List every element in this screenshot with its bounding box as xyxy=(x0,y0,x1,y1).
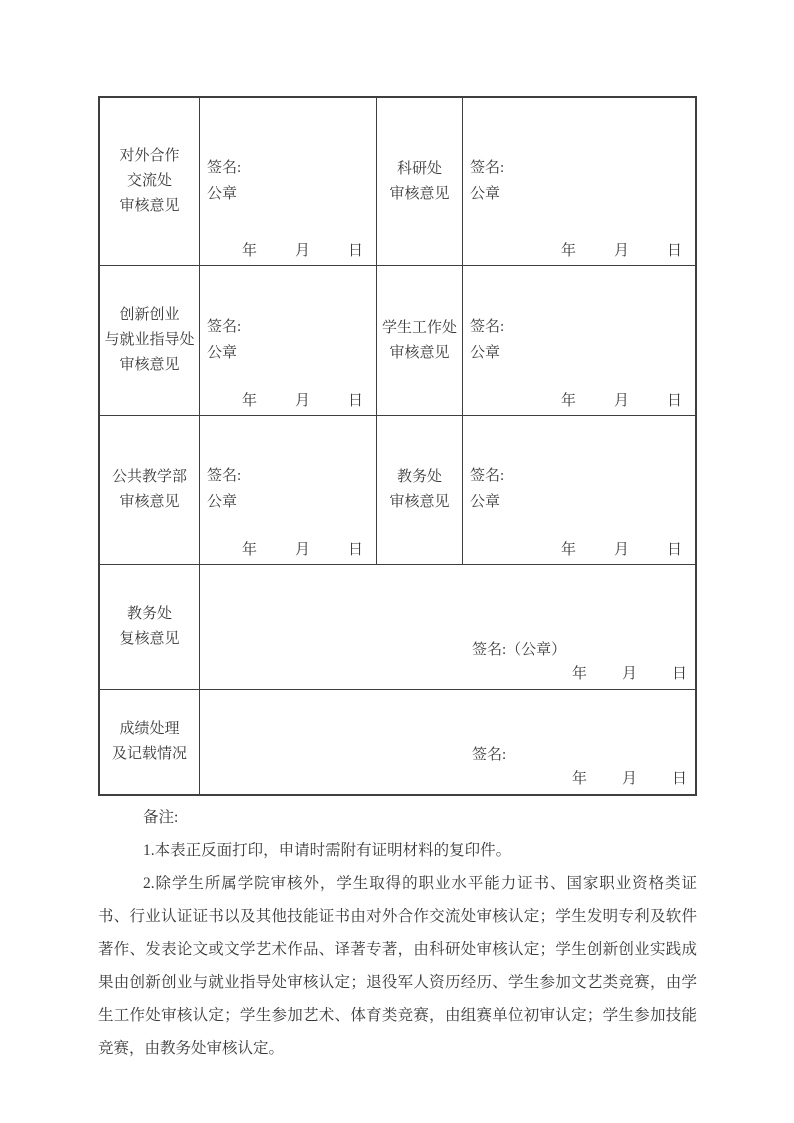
signature-label: 签名: xyxy=(207,159,242,176)
year-label: 年 xyxy=(560,542,576,558)
seal-label: 公章 xyxy=(470,493,501,510)
dept-label-line: 创新创业 xyxy=(119,307,180,323)
year-label: 年 xyxy=(571,666,587,682)
dept-label-line: 审核意见 xyxy=(119,494,180,510)
date-line xyxy=(242,389,363,410)
sign-block xyxy=(207,313,241,365)
day-label: 日 xyxy=(347,542,363,558)
day-label: 日 xyxy=(666,393,682,409)
approval-table xyxy=(98,96,697,796)
dept-label-line: 审核意见 xyxy=(389,344,450,361)
dept-label-student-affairs xyxy=(377,266,463,416)
date-line xyxy=(242,239,363,260)
dept-label-research xyxy=(377,98,463,266)
year-label: 年 xyxy=(241,542,257,558)
month-label: 月 xyxy=(294,542,310,558)
dept-label-line: 审核意见 xyxy=(119,198,180,214)
month-label: 月 xyxy=(294,243,310,259)
dept-label-line: 科研处 xyxy=(396,160,442,177)
date-line xyxy=(242,538,363,559)
date-line xyxy=(561,538,682,559)
year-label: 年 xyxy=(241,393,257,409)
sign-block xyxy=(207,463,241,515)
signature-label: 签名: xyxy=(470,467,505,484)
signature-label: 签名: xyxy=(472,747,507,763)
date-line xyxy=(561,239,682,260)
day-label: 日 xyxy=(666,243,682,259)
dept-label-line: 复核意见 xyxy=(119,631,180,647)
dept-label-line: 学生工作处 xyxy=(381,319,457,336)
signature-cell-foreign-cooperation xyxy=(200,98,377,266)
dept-label-line: 及记载情况 xyxy=(111,746,187,762)
seal-label: 公章 xyxy=(207,493,238,510)
day-label: 日 xyxy=(666,542,682,558)
date-line xyxy=(561,389,682,410)
year-label: 年 xyxy=(560,243,576,259)
month-label: 月 xyxy=(621,771,637,787)
sign-block xyxy=(470,463,504,515)
note-item-1: 1.本表正反面打印，申请时需附有证明材料的复印件。 xyxy=(143,842,512,859)
signature-cell-research xyxy=(463,98,695,266)
dept-label-foreign-cooperation xyxy=(100,98,200,266)
signature-label: 签名: xyxy=(470,318,505,335)
signature-cell-grade-record xyxy=(200,690,695,794)
signature-cell-innovation xyxy=(200,266,377,416)
sign-block xyxy=(207,154,241,206)
month-label: 月 xyxy=(294,393,310,409)
dept-label-line: 审核意见 xyxy=(119,357,180,373)
seal-label: 公章 xyxy=(207,344,238,361)
signature-cell-public-teaching xyxy=(200,416,377,565)
signature-label: 签名: xyxy=(470,159,505,176)
dept-label-line: 教务处 xyxy=(126,606,172,622)
dept-label-academic-review xyxy=(100,565,200,690)
year-label: 年 xyxy=(560,393,576,409)
notes-section xyxy=(98,801,697,1065)
signature-label: 签名:（公章） xyxy=(472,642,567,658)
dept-label-academic-affairs xyxy=(377,416,463,565)
seal-label: 公章 xyxy=(470,185,501,202)
month-label: 月 xyxy=(613,542,629,558)
date-line xyxy=(572,662,687,683)
sign-block xyxy=(470,154,504,206)
signature-cell-academic-review xyxy=(200,565,695,690)
dept-label-line: 审核意见 xyxy=(389,185,450,202)
note-item-2: 2.除学生所属学院审核外，学生取得的职业水平能力证书、国家职业资格类证书、行业认证证书以及其他技能证书由对外合作交流处审核认定；学生发明专利及软件著作、发表论文或文学艺术作品、译著专著，由科研处审核认定；学生创新创业实践成果由创新创业与就业指导处审核认定；退役军人资历经历、学生参加文艺类竞赛，由学生工作处审核认定；学生参加艺术、体育类竞赛，由组赛单位初审认定；学生参加技能竞赛，由教务处审核认定。 xyxy=(98,875,697,1057)
notes-title: 备注: xyxy=(143,809,179,826)
seal-label: 公章 xyxy=(207,185,238,202)
year-label: 年 xyxy=(571,771,587,787)
dept-label-line: 对外合作 xyxy=(119,148,180,164)
dept-label-line: 与就业指导处 xyxy=(104,332,195,348)
signature-cell-academic-affairs xyxy=(463,416,695,565)
sign-block xyxy=(470,313,504,365)
day-label: 日 xyxy=(347,393,363,409)
dept-label-innovation xyxy=(100,266,200,416)
signature-label: 签名: xyxy=(207,467,242,484)
dept-label-line: 公共教学部 xyxy=(111,469,187,485)
month-label: 月 xyxy=(613,243,629,259)
dept-label-public-teaching xyxy=(100,416,200,565)
month-label: 月 xyxy=(621,666,637,682)
signature-label: 签名: xyxy=(207,318,242,335)
dept-label-grade-record xyxy=(100,690,200,794)
dept-label-line: 教务处 xyxy=(396,469,442,485)
month-label: 月 xyxy=(613,393,629,409)
dept-label-line: 审核意见 xyxy=(389,494,450,510)
date-line xyxy=(572,767,687,788)
dept-label-line: 成绩处理 xyxy=(119,721,180,737)
day-label: 日 xyxy=(671,666,687,682)
signature-cell-student-affairs xyxy=(463,266,695,416)
day-label: 日 xyxy=(671,771,687,787)
day-label: 日 xyxy=(347,243,363,259)
year-label: 年 xyxy=(241,243,257,259)
dept-label-line: 交流处 xyxy=(126,173,172,189)
seal-label: 公章 xyxy=(470,344,501,361)
